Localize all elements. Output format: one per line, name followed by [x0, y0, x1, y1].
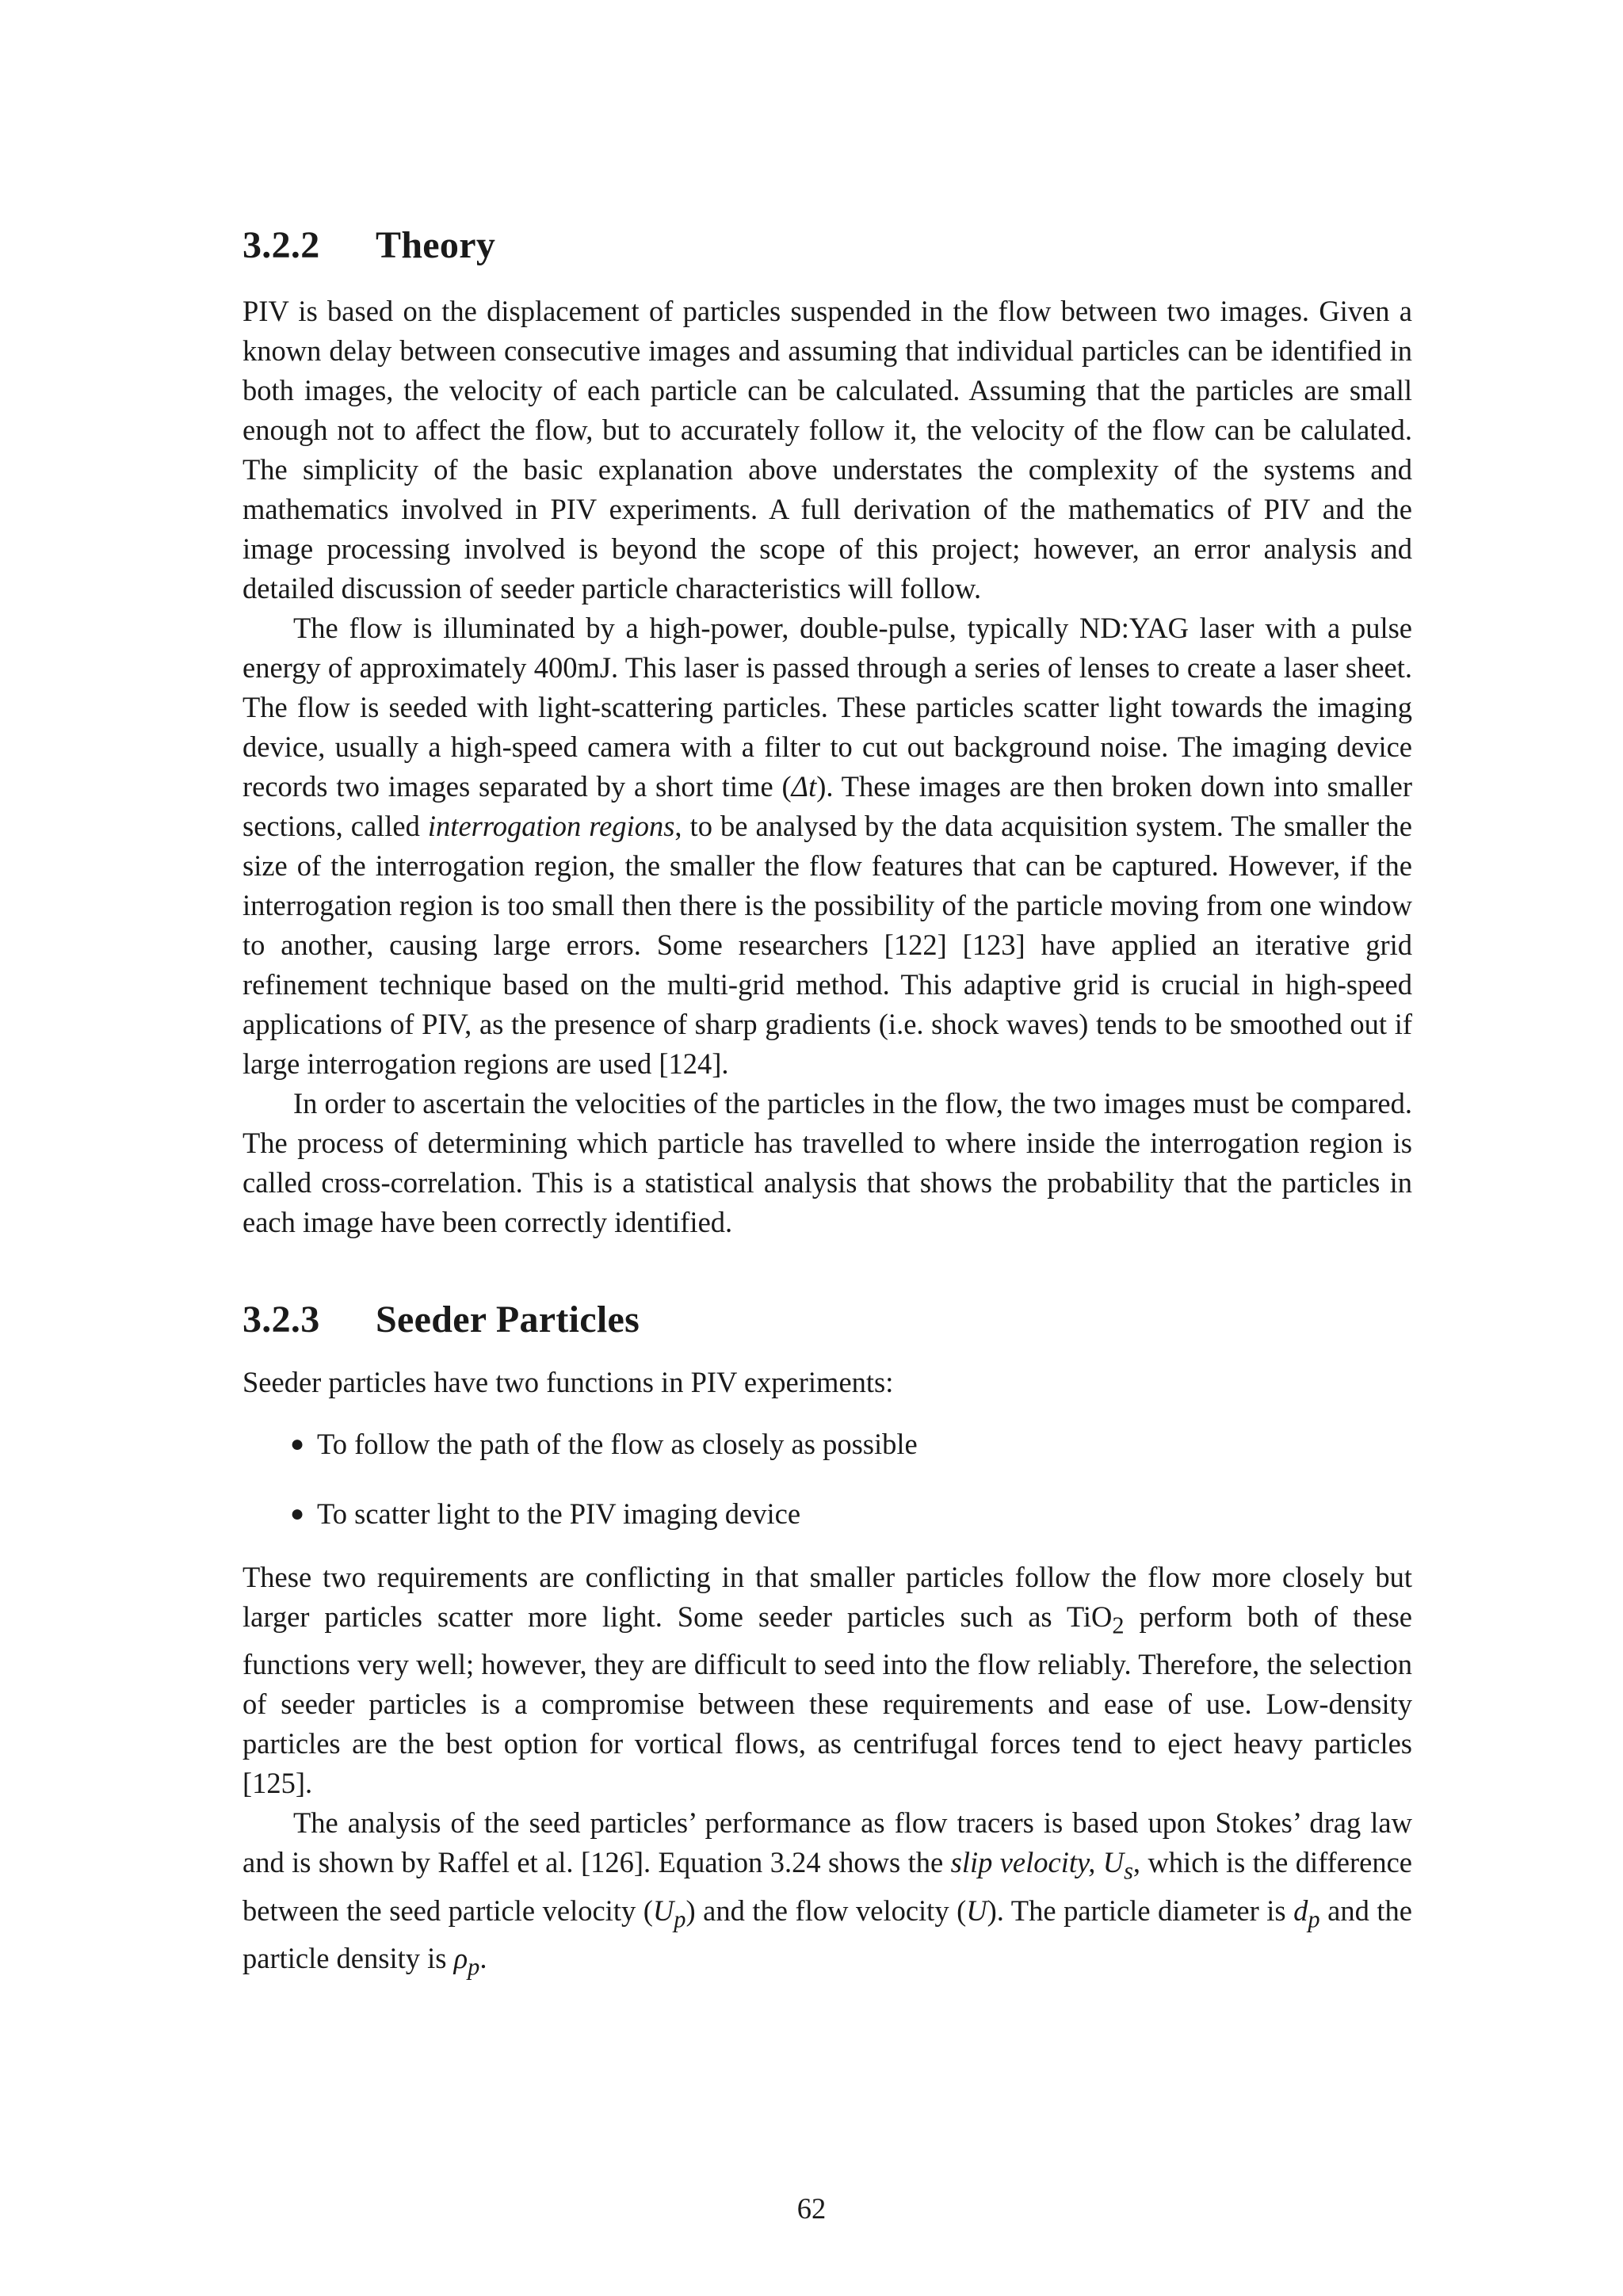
paragraph-seeder-intro: Seeder particles have two functions in PIV experiments:	[242, 1366, 894, 1398]
section-number: 3.2.3	[242, 1299, 320, 1341]
section-title: Theory	[376, 224, 496, 266]
bullet-icon: ●	[290, 1431, 305, 1457]
paragraph-seeder-2: The analysis of the seed particles’ performance as flow tracers is based upon Stokes’ drag law and is shown by Raffel et al. [126]. Equation 3.24 shows the slip velocity, $U_s$, which is the difference between the seed particle velocity $(U_p)$ and the flow velocity (U). The particle diameter is $d_p$ and the particle density is $\rho_p$.	[242, 1806, 1412, 1981]
list-item: ● To follow the path of the flow as closely as possible	[290, 1425, 1412, 1464]
section-heading-theory	[242, 222, 1412, 269]
section-number: 3.2.2	[242, 224, 320, 266]
section-title: Seeder Particles	[376, 1299, 640, 1341]
paragraph-theory-3: In order to ascertain the velocities of the particles in the flow, the two images must be compared. The process of determining which particle has travelled to where inside the interrogation region is called cross-correlation. This is a statistical analysis that shows the probability that the particles in each image have been correctly identified.	[242, 1087, 1412, 1238]
bullet-icon: ●	[290, 1501, 305, 1527]
page-number: 62	[796, 2192, 827, 2225]
page-content	[242, 222, 1412, 1986]
list-item: ● To scatter light to the PIV imaging device	[290, 1494, 1412, 1534]
bullet-list	[242, 1425, 1412, 1534]
paragraph-seeder-1: These two requirements are conflicting in that smaller particles follow the flow more closely but larger particles scatter more light. Some seeder particles such as TiO$_2$ perform both of these functions very well; however, they are difficult to seed into the flow reliably. Therefore, the selection of seeder particles is a compromise between these requirements and ease of use. Low-density particles are the best option for vortical flows, as centrifugal forces tend to eject heavy particles [125].	[242, 1561, 1412, 1800]
section-heading-seeder-particles	[242, 1296, 1412, 1344]
paragraph-theory-2: The flow is illuminated by a high-power, double-pulse, typically ND:YAG laser with a pulse energy of approximately 400mJ. This laser is passed through a series of lenses to create a laser sheet. The flow is seeded with light-scattering particles. These particles scatter light towards the imaging device, usually a high-speed camera with a filter to cut out background noise. The imaging device records two images separated by a short time (Δt). These images are then broken down into smaller sections, called interrogation regions, to be analysed by the data acquisition system. The smaller the size of the interrogation region, the smaller the flow features that can be captured. However, if the interrogation region is too small then there is the possibility of the particle moving from one window to another, causing large errors. Some researchers [122] [123] have applied an iterative grid refinement technique based on the multi-grid method. This adaptive grid is crucial in high-speed applications of PIV, as the presence of sharp gradients (i.e. shock waves) tends to be smoothed out if large interrogation regions are used [124].	[242, 612, 1413, 1080]
paragraph-theory-1: PIV is based on the displacement of particles suspended in the flow between two images. Given a known delay between consecutive images and assuming that individual particles can be identified in both images, the velocity of each particle can be calculated. Assuming that the particles are small enough not to affect the flow, but to accurately follow it, the velocity of the flow can be calulated. The simplicity of the basic explanation above understates the complexity of the systems and mathematics involved in PIV experiments. A full derivation of the mathematics of PIV and the image processing involved is beyond the scope of this project; however, an error analysis and detailed discussion of seeder particle characteristics will follow.	[242, 295, 1412, 605]
